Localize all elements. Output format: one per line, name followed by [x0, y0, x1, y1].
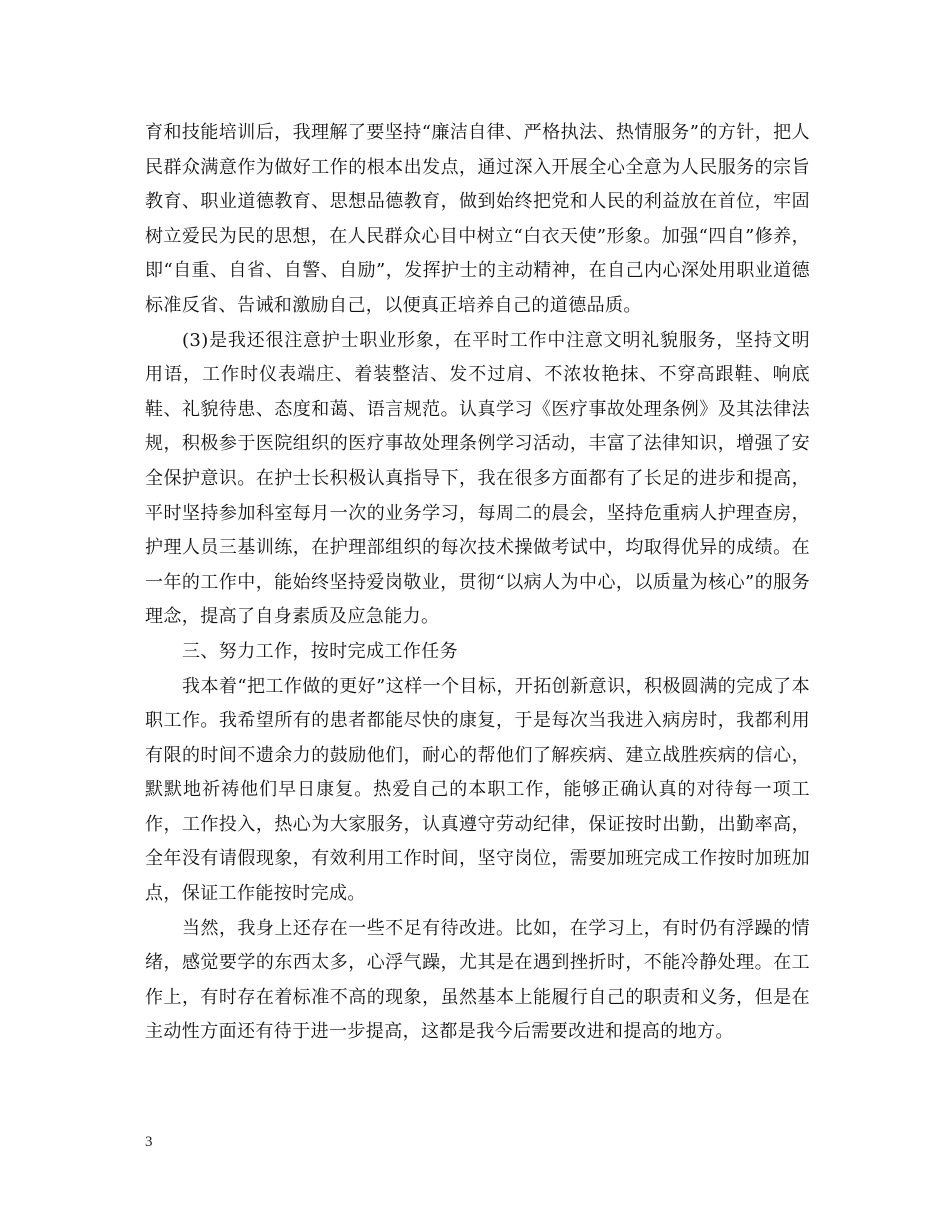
paragraph-professional-image: (3)是我还很注意护士职业形象，在平时工作中注意文明礼貌服务，坚持文明用语，工作时仪表端庄、着装整洁、发不过肩、不浓妆艳抹、不穿高跟鞋、响底鞋、礼貌待患、态度和蔼、语言规范。认真学习《医疗事故处理条例》及其法律法规，积极参于医院组织的医疗事故处理条例学习活动，丰富了法律知识，增强了安全保护意识。在护士长积极认真指导下，我在很多方面都有了长足的进步和提高，平时坚持参加科室每月一次的业务学习，每周二的晨会，坚持危重病人护理查房，护理人员三基训练，在护理部组织的每次技术操做考试中，均取得优异的成绩。在一年的工作中，能始终坚持爱岗敬业，贯彻“以病人为中心，以质量为核心”的服务理念，提高了自身素质及应急能力。 [145, 329, 810, 628]
paragraph-shortcomings: 当然，我身上还存在一些不足有待改进。比如，在学习上，有时仍有浮躁的情绪，感觉要学的东西太多，心浮气躁，尤其是在遇到挫折时，不能冷静处理。在工作上，有时存在着标准不高的现象，虽然基本上能履行自己的职责和义务，但是在主动性方面还有待于进一步提高，这都是我今后需要改进和提高的地方。 [145, 917, 810, 1043]
paragraph-work-duties: 我本着“把工作做的更好”这样一个目标，开拓创新意识，积极圆满的完成了本职工作。我希望所有的患者都能尽快的康复，于是每次当我进入病房时，我都利用有限的时间不遗余力的鼓励他们，耐心的帮他们了解疾病、建立战胜疾病的信心，默默地祈祷他们早日康复。热爱自己的本职工作，能够正确认真的对待每一项工作，工作投入，热心为大家服务，认真遵守劳动纪律，保证按时出勤，出勤率高，全年没有请假现象，有效利用工作时间，坚守岗位，需要加班完成工作按时加班加点，保证工作能按时完成。 [145, 675, 810, 905]
document-body [145, 116, 810, 1050]
paragraph-continuation: 育和技能培训后，我理解了要坚持“廉洁自律、严格执法、热情服务”的方针，把人民群众满意作为做好工作的根本出发点，通过深入开展全心全意为人民服务的宗旨教育、职业道德教育、思想品德教育，做到始终把党和人民的利益放在首位，牢固树立爱民为民的思想，在人民群众心目中树立“白衣天使”形象。加强“四自”修养，即“自重、自省、自警、自励”，发挥护士的主动精神，在自己内心深处用职业道德标准反省、告诫和激励自己，以便真正培养自己的道德品质。 [145, 122, 810, 316]
section-heading-three: 三、努力工作，按时完成工作任务 [182, 640, 458, 662]
page-number: 3 [145, 1134, 153, 1150]
